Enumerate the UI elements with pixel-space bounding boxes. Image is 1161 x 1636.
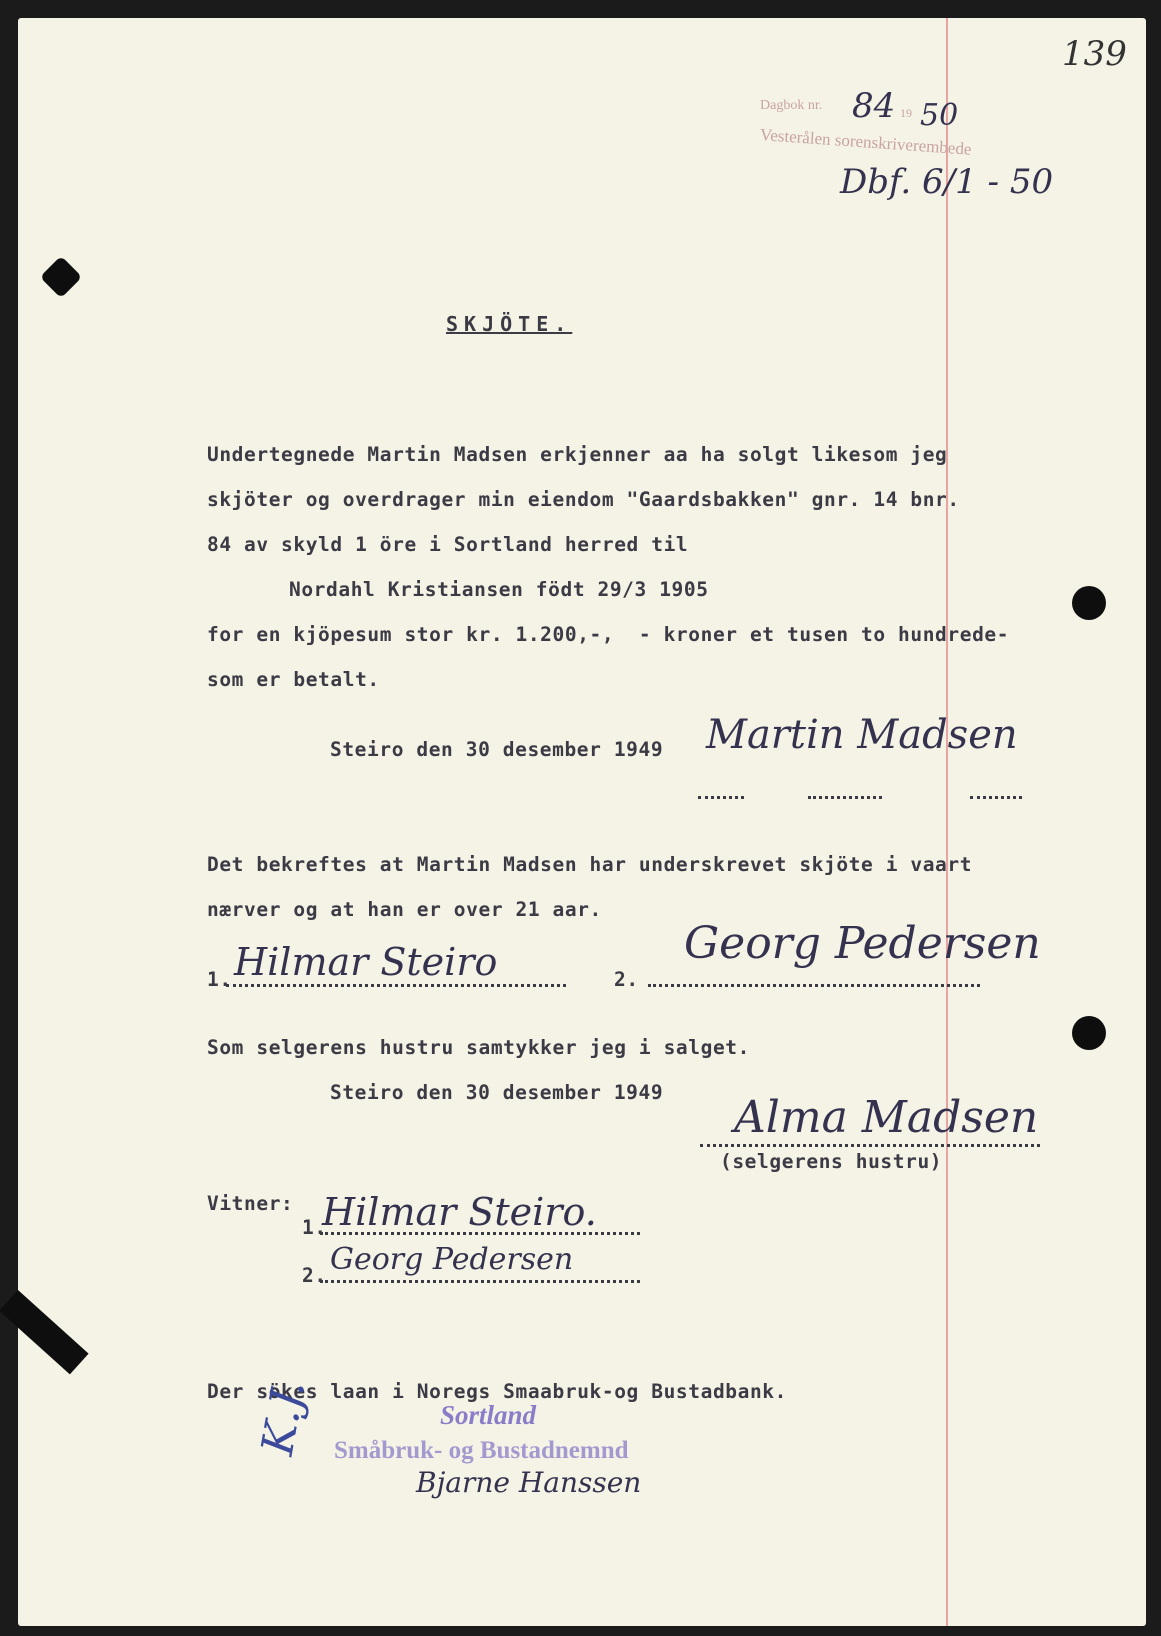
bank-stamp-subtitle: Småbruk- og Bustadnemnd [334,1437,629,1464]
body-line: 84 av skyld 1 öre i Sortland herred til [207,533,689,556]
body-line: Som selgerens hustru samtykker jeg i salget. [207,1036,750,1059]
witness-signature: Georg Pedersen [330,1242,574,1277]
witness-signature: Georg Pedersen [684,918,1041,969]
body-line: skjöter og overdrager min eiendom "Gaardsbakken" gnr. 14 bnr. [207,488,960,511]
signature-dots [698,796,744,799]
signature-dots [808,796,882,799]
witness-signature: Hilmar Steiro [234,940,498,984]
seller-signature: Martin Madsen [706,712,1018,758]
body-line: Undertegnede Martin Madsen erkjenner aa ha solgt likesom jeg [207,443,948,466]
body-line: Nordahl Kristiansen födt 29/3 1905 [289,578,709,601]
signature-dots [320,1232,640,1235]
body-line: for en kjöpesum stor kr. 1.200,-, - kroner et tusen to hundrede- [207,623,1010,646]
punch-hole [1072,586,1106,620]
body-line: nærver og at han er over 21 aar. [207,898,602,921]
wife-signature: Alma Madsen [734,1092,1039,1143]
signature-dots [970,796,1022,799]
witness-number: 1. [207,968,232,991]
witness-number: 1. [302,1216,327,1239]
signature-dots [320,1280,640,1283]
bank-stamp-title: Sortland [440,1400,537,1430]
document-title: SKJÖTE. [446,312,573,336]
signature-dots [700,1144,1040,1147]
date-line: Steiro den 30 desember 1949 [330,1081,664,1104]
witness-number: 2. [614,968,639,991]
date-line: Steiro den 30 desember 1949 [330,738,664,761]
loan-line: Der sökes laan i Noregs Smaabruk-og Bustadbank. [207,1380,787,1403]
body-line: Det bekreftes at Martin Madsen har underskrevet skjöte i vaart [207,853,973,876]
witnesses-label: Vitner: [207,1192,294,1215]
page-number: 139 [1062,34,1127,74]
witness-signature: Hilmar Steiro. [322,1190,597,1234]
signature-dots [648,984,980,987]
punch-hole [1072,1016,1106,1050]
stamp-office: Vesterålen sorenskriverembede [759,125,973,159]
stamp-number: 84 [852,86,896,126]
stamp-year: 50 [920,98,959,133]
signature-dots [226,984,566,987]
stamp-label: Dagbok nr. [760,98,823,113]
stamp-year-prefix: 19 [900,106,912,120]
witness-number: 2. [302,1264,327,1287]
stamp-date: Dbf. 6/1 - 50 [840,162,1054,202]
initials: K.J. [252,1376,316,1459]
wife-label: (selgerens hustru) [720,1150,943,1173]
bank-signature: Bjarne Hanssen [416,1466,642,1499]
body-line: som er betalt. [207,668,380,691]
margin-line [946,18,948,1626]
